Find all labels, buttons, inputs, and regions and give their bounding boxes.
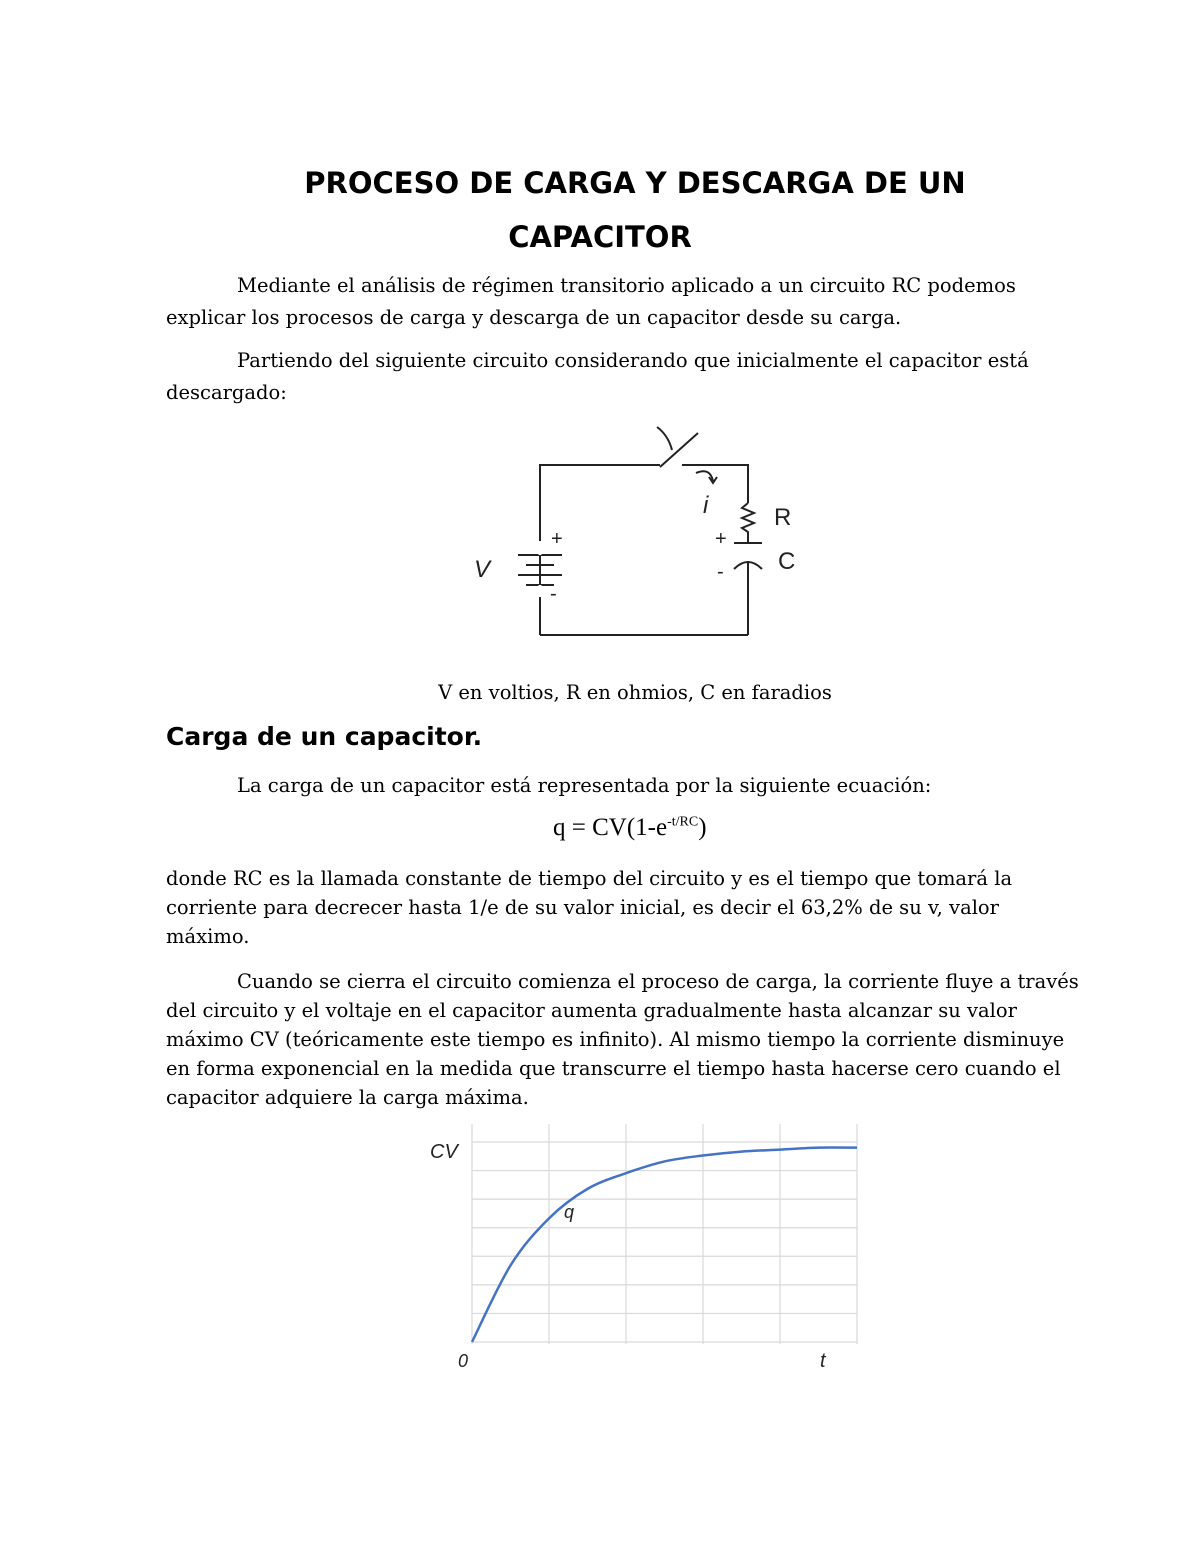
wire-right-top [682,465,748,503]
paragraph-4-line-4: en forma exponencial en la medida que transcurre el tiempo hasta hacerse cero cuando el [166,1057,1061,1080]
equation-close: ) [698,814,707,841]
paragraph-3-line-2: corriente para decrecer hasta 1/e de su valor inicial, es decir el 63,2% de su v, valor [166,896,999,919]
paragraph-4-line-1: Cuando se cierra el circuito comienza el proceso de carga, la corriente fluye a través [237,970,1079,993]
battery-minus: - [550,583,557,605]
label-c: C [778,548,796,575]
page-title-line-1: PROCESO DE CARGA Y DESCARGA DE UN [304,166,966,200]
section-heading: Carga de un capacitor. [166,722,483,751]
resistor-symbol [742,503,754,537]
circuit-caption: V en voltios, R en ohmios, C en faradios [438,681,832,704]
y-tick-label-cv: CV [430,1141,458,1163]
intro-paragraph-1-line-1: Mediante el análisis de régimen transitorio aplicado a un circuito RC podemos [237,274,1016,297]
equation-intro: La carga de un capacitor está representada por la siguiente ecuación: [237,774,932,797]
charge-equation [553,814,707,842]
equation-exponent: -t/RC [667,814,699,830]
charge-curve-chart [420,1122,870,1382]
intro-paragraph-2-line-2: descargado: [166,381,287,404]
curve-label-q: q [564,1202,575,1222]
label-r: R [774,504,792,531]
equation-main: q = CV(1-e [553,814,668,841]
battery-plus: + [551,528,563,550]
origin-label: 0 [458,1351,469,1371]
series-line-q [472,1148,857,1342]
paragraph-4-line-5: capacitor adquiere la carga máxima. [166,1086,529,1109]
wire-left [540,465,660,635]
x-end-label-t: t [820,1350,826,1372]
label-i: i [703,492,709,519]
page-title-line-2: CAPACITOR [508,220,692,254]
paragraph-3-line-3: máximo. [166,925,250,948]
label-v: V [474,556,491,583]
paragraph-3-line-1: donde RC es la llamada constante de tiempo del circuito y es el tiempo que tomará la [166,867,1013,890]
switch-blade [660,433,698,467]
capacitor-plus: + [715,528,727,550]
capacitor-minus: - [717,561,724,583]
switch-arc [657,427,672,450]
intro-paragraph-2-line-1: Partiendo del siguiente circuito considerando que inicialmente el capacitor está [237,349,1029,372]
paragraph-4-line-2: del circuito y el voltaje en el capacitor aumenta gradualmente hasta alcanzar su valor [166,999,1017,1022]
intro-paragraph-1-line-2: explicar los procesos de carga y descarga de un capacitor desde su carga. [166,306,902,329]
paragraph-4-line-3: máximo CV (teóricamente este tiempo es infinito). Al mismo tiempo la corriente disminuye [166,1028,1065,1051]
chart-grid [472,1124,857,1344]
rc-circuit-diagram [460,415,820,660]
